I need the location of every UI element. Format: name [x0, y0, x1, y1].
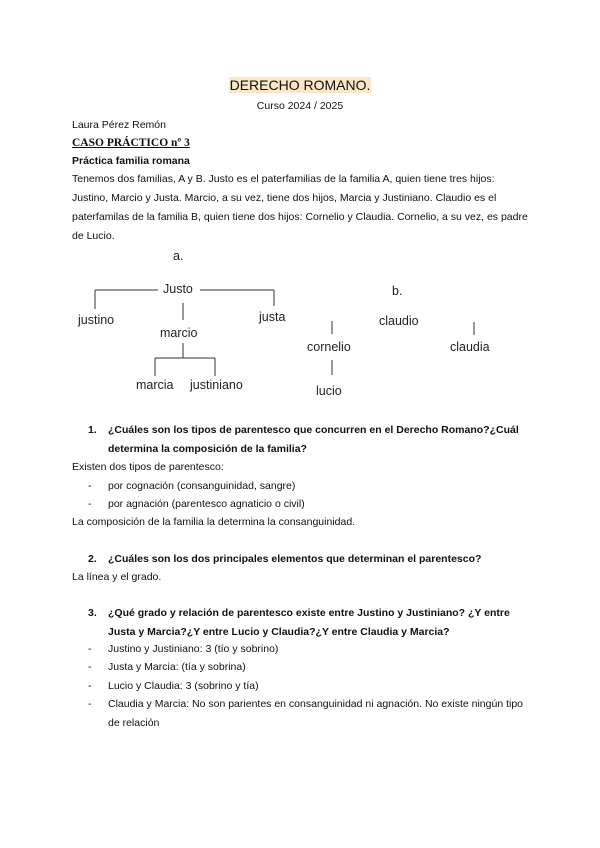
question-2 [88, 550, 528, 569]
tree-node-justiniano: justiniano [190, 378, 243, 392]
document-title: DERECHO ROMANO. [229, 77, 371, 93]
list-item-text: Lucio y Claudia: 3 (sobrino y tía) [108, 680, 259, 692]
list-bullet: - [88, 661, 92, 673]
list-item [88, 495, 528, 514]
family-a-label: a. [173, 249, 184, 263]
question-text: ¿Qué grado y relación de parentesco existe entre Justino y Justiniano? ¿Y entre Justa y Marcia?¿Y entre Lucio y Claudia?¿Y entre Claudia y Marcia? [108, 607, 510, 638]
list-item-text: Claudia y Marcia: No son parientes en consanguinidad ni agnación. No existe ningún tipo de relación [108, 698, 524, 729]
list-item [88, 640, 528, 659]
list-item-text: Justino y Justiniano: 3 (tío y sobrino) [108, 643, 279, 655]
list-bullet: - [88, 480, 92, 492]
list-bullet: - [88, 698, 92, 710]
tree-node-justo: Justo [163, 282, 193, 296]
list-item [88, 695, 528, 733]
list-item-text: Justa y Marcia: (tía y sobrina) [108, 661, 246, 673]
case-subject: Práctica familia romana [72, 155, 190, 167]
tree-node-lucio: lucio [316, 384, 342, 398]
answer-1-intro: Existen dos tipos de parentesco: [72, 461, 224, 473]
list-item [88, 677, 528, 696]
list-item-text: por cognación (consanguinidad, sangre) [108, 480, 296, 492]
family-b-label: b. [392, 284, 403, 298]
question-number: 1. [88, 424, 97, 436]
question-number: 3. [88, 607, 97, 619]
tree-node-claudia: claudia [450, 340, 490, 354]
case-title: CASO PRÁCTICO nº 3 [72, 137, 190, 149]
question-number: 2. [88, 553, 97, 565]
answer-1-conclusion: La composición de la familia la determina la consanguinidad. [72, 516, 356, 528]
intro-paragraph: Tenemos dos familias, A y B. Justo es el paterfamilias de la familia A, quien tiene tres hijos: Justino, Marcio y Justa. Marcio, a su vez, tiene dos hijos, Marcia y Justiniano. Claudio es el paterfamilas de la familia B, quien tiene dos hijos: Cornelio y Claudia. Cornelio, a su vez, es padre de Lucio. [72, 173, 528, 242]
course-year: Curso 2024 / 2025 [256, 100, 344, 112]
list-bullet: - [88, 643, 92, 655]
list-item [88, 658, 528, 677]
tree-node-marcia: marcia [136, 378, 174, 392]
question-text: ¿Cuáles son los tipos de parentesco que concurren en el Derecho Romano?¿Cuál determina la composición de la familia? [108, 424, 519, 455]
question-1 [88, 421, 528, 459]
tree-node-claudio: claudio [379, 314, 419, 328]
tree-node-marcio: marcio [160, 326, 198, 340]
author-name: Laura Pérez Remón [72, 119, 166, 131]
tree-node-justa: justa [259, 310, 286, 324]
tree-node-justino: justino [78, 313, 115, 327]
list-item-text: por agnación (parentesco agnaticio o civil) [108, 498, 305, 510]
answer-2: La línea y el grado. [72, 571, 162, 583]
question-text: ¿Cuáles son los dos principales elementos que determinan el parentesco? [108, 553, 482, 565]
question-3 [88, 604, 528, 642]
list-bullet: - [88, 680, 92, 692]
list-bullet: - [88, 498, 92, 510]
list-item [88, 477, 528, 496]
tree-node-cornelio: cornelio [307, 340, 351, 354]
